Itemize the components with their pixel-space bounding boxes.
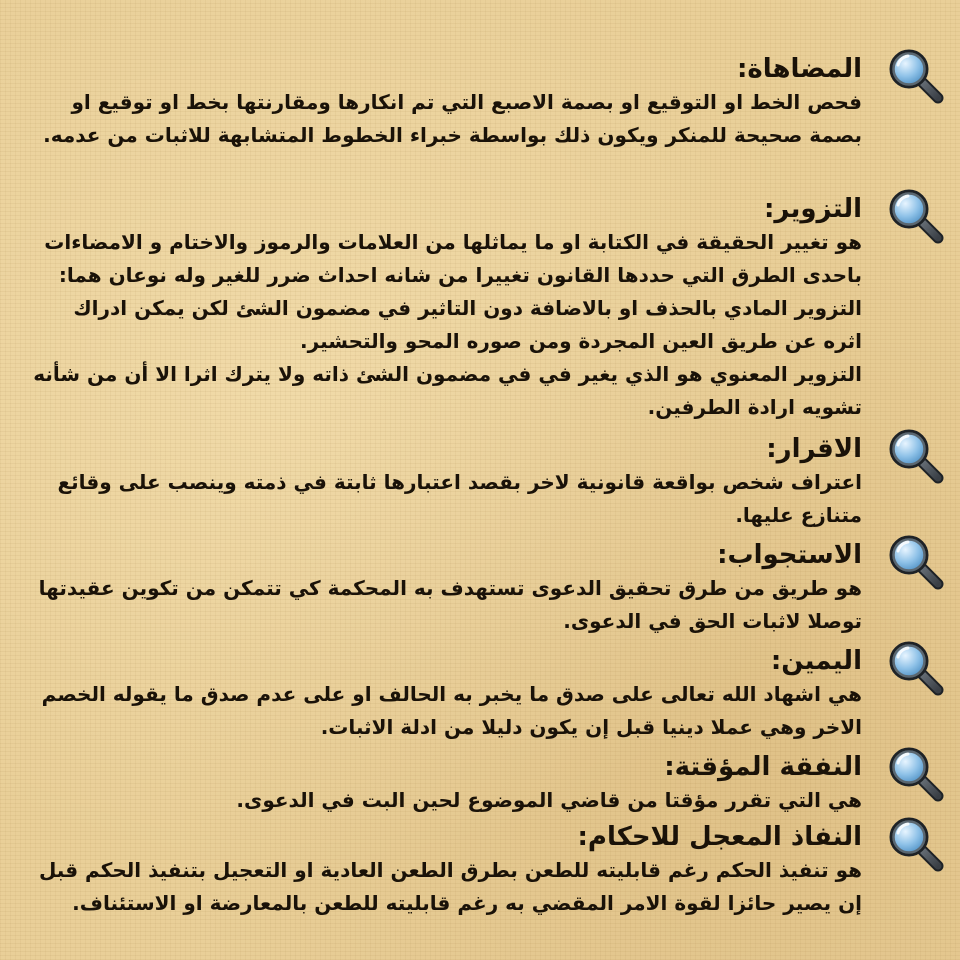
section-istijwab [28,538,862,638]
magnifying-glass-icon [886,814,946,874]
section-paragraph: هو تنفيذ الحكم رغم قابليته للطعن بطرق الطعن العادية او التعجيل بتنفيذ الحكم قبل إن يصير حائزا لقوة الامر المقضي به رغم قابليته للطعن بالمعارضة او الاستئناف. [38,858,862,915]
section-heading: النفقة المؤقتة: [664,752,862,782]
section-heading: الاقرار: [766,434,862,464]
magnifying-glass-icon [886,46,946,106]
section-paragraph: هي اشهاد الله تعالى على صدق ما يخبر به الحالف او على عدم صدق ما يقوله الخصم الاخر وهي عملا دينيا قبل إن يكون دليلا من ادلة الاثبات. [41,682,862,739]
section-iqrar [28,432,862,532]
section-paragraph: التزوير المعنوي هو الذي يغير في في مضمون الشئ ذاته ولا يترك اثرا الا أن من شأنه تشويه ارادة الطرفين. [33,362,862,419]
section-yamin [28,644,862,744]
section-paragraph: هو تغيير الحقيقة في الكتابة او ما يماثلها من العلامات والرموز والاختام و الامضاءات باحدى الطرق التي حددها القانون تغييرا من شانه احداث ضرر للغير وله نوعان هما: [44,230,862,287]
section-heading: المضاهاة: [736,54,862,84]
section-mudahat [28,52,862,152]
section-heading: اليمين: [770,646,862,676]
section-paragraph: اعتراف شخص بواقعة قانونية لاخر بقصد اعتبارها ثابتة في ذمته وينصب على وقائع متنازع عليها. [57,470,862,527]
section-paragraph: فحص الخط او التوقيع او بصمة الاصبع التي تم انكارها ومقارنتها بخط او توقيع او بصمة صحيحة للمنكر ويكون ذلك بواسطة خبراء الخطوط المتشابهة للاثبات من عدمه. [43,90,862,147]
magnifying-glass-icon [886,186,946,246]
section-paragraph: هو طريق من طرق تحقيق الدعوى تستهدف به المحكمة كي تتمكن من تكوين عقيدتها توصلا لاثبات الحق في الدعوى. [38,576,862,633]
magnifying-glass-icon [886,744,946,804]
section-heading: التزوير: [764,194,862,224]
magnifying-glass-icon [886,532,946,592]
section-tazwir [28,192,862,424]
magnifying-glass-icon [886,638,946,698]
section-heading: الاستجواب: [717,540,862,570]
section-paragraph: هي التي تقرر مؤقتا من قاضي الموضوع لحين البت في الدعوى. [236,788,862,812]
section-heading: النفاذ المعجل للاحكام: [577,822,862,852]
section-nafadh [28,820,862,920]
section-nafaqa [28,750,862,817]
section-paragraph: التزوير المادي بالحذف او بالاضافة دون التاثير في مضمون الشئ لكن يمكن ادراك اثره عن طريق العين المجردة ومن صوره المحو والتحشير. [73,296,862,353]
magnifying-glass-icon [886,426,946,486]
